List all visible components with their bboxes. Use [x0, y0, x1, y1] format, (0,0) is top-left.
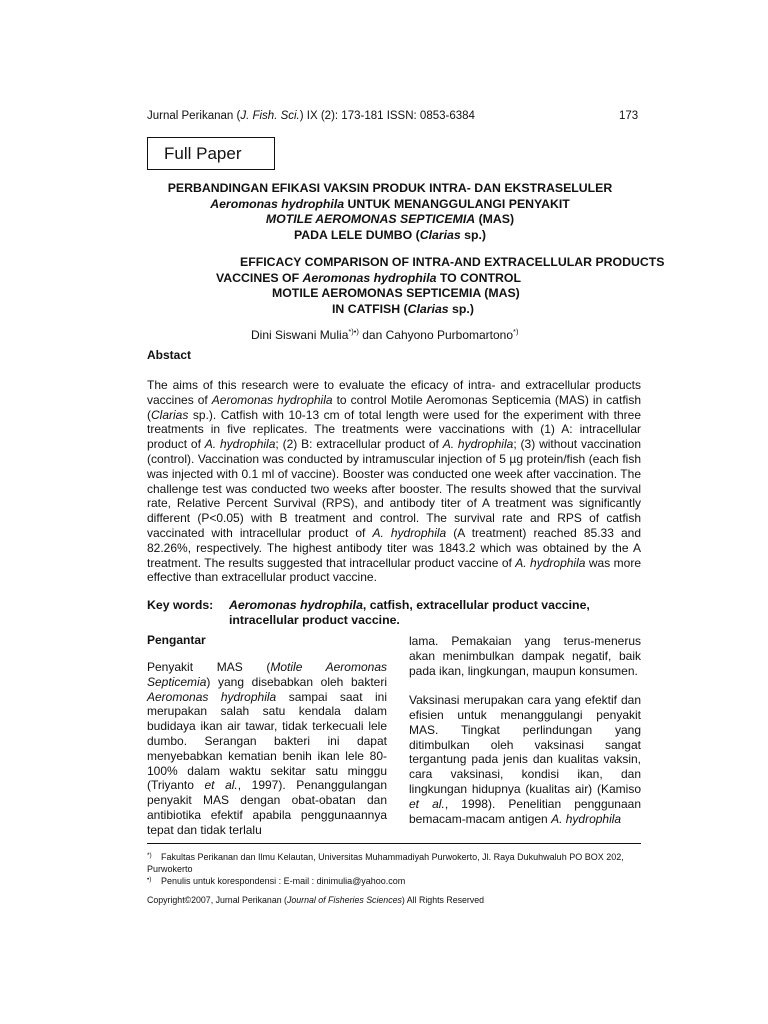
title-id-line2: Aeromonas hydrophila UNTUK MENANGGULANGI PENYAKIT [210, 196, 570, 211]
title-id-line1: PERBANDINGAN EFIKASI VAKSIN PRODUK INTRA- DAN EKSTRASELULER [167, 181, 613, 195]
full-paper-badge: Full Paper [147, 137, 275, 170]
title-id-line3: MOTILE AEROMONAS SEPTICEMIA (MAS) [265, 212, 515, 226]
intro-paragraph-1: Penyakit MAS (Motile Aeromonas Septicemia) yang disebabkan oleh bakteri Aeromonas hydrophila sampai saat ini merupakan salah satu kendala dalam budidaya ikan air tawar, tidak terkecuali lele dumbo. Serangan bakteri ini dapat menyebabkan kematian benih ikan lele 80-100% dalam waktu sekitar satu minggu (Triyanto et al., 1997). Penanggulangan penyakit MAS dengan obat-obatan dan antibiotika efektif apabila penggunaannya tepat dan tidak terlalu [147, 660, 388, 837]
title-en-line3: MOTILE AEROMONAS SEPTICEMIA (MAS) [272, 286, 520, 300]
title-en-line4: IN CATFISH (Clarias sp.) [332, 301, 474, 316]
title-id-line4: PADA LELE DUMBO (Clarias sp.) [293, 227, 486, 242]
intro-column-right [409, 634, 641, 841]
title-indonesian [140, 181, 640, 243]
title-en-line2: VACCINES OF Aeromonas hydrophila TO CONTROL [216, 270, 521, 285]
footnote-divider [147, 843, 641, 844]
title-en-line1: EFFICACY COMPARISON OF INTRA-AND EXTRACELLULAR PRODUCTS [240, 255, 665, 269]
abstract-body: The aims of this research were to evaluate the eficacy of intra- and extracellular products vaccines of Aeromonas hydrophila to control Motile Aeromonas Septicemia (MAS) in catfish (Clarias sp.). Catfish with 10-13 cm of total length were used for the experiment with three treatments in five replicates. The treatments were vaccinations with (1) A: intracellular product of A. hydrophila; (2) B: extracellular product of A. hydrophila; (3) without vaccination (control). Vaccination was conducted by intramuscular injection of 5 µg protein/fish (each fish was injected with 0.1 ml of vaccine). Booster was conducted one week after vaccination. The challenge test was conducted two weeks after booster. The results showed that the survival rate, Relative Percent Survival (RPS), and antibody titer of A treatment was significantly different (P<0.05) with B treatment and control. The survival rate and RPS of catfish vaccinated with intracellular product of A. hydrophila (A treatment) reached 85.33 and 82.26%, respectively. The highest antibody titer was 1843.2 which was obtained by the A treatment. The results suggested that intracellular product vaccine of A. hydrophila was more effective than extracellular product vaccine. [147, 378, 642, 585]
keywords: Key words: Aeromonas hydrophila, catfish, extracellular product vaccine, intracellular product vaccine. [147, 598, 590, 627]
intro-heading: Pengantar [147, 633, 206, 647]
author-2-mark: *) [513, 327, 519, 336]
author-1: Dini Siswani Mulia [251, 328, 349, 342]
keywords-label: Key words: [147, 598, 214, 612]
journal-abbreviation: J. Fish. Sci. [240, 110, 300, 122]
journal-name: Jurnal Perikanan ( [147, 110, 241, 122]
author-2: dan Cahyono Purbomartono [358, 328, 514, 342]
page-number: 173 [619, 110, 639, 122]
author-line [251, 327, 518, 342]
intro-paragraph-2: Vaksinasi merupakan cara yang efektif dan efisien untuk menanggulangi penyakit MAS. Tingkat perlindungan yang ditimbulkan oleh vaksinasi sangat tergantung pada jenis dan kualitas vaksin, cara vaksinasi, kondisi ikan, dan lingkungan hidupnya (kualitas air) (Kamiso et al., 1998). Penelitian penggunaan bemacam-macam antigen A. hydrophila [409, 693, 641, 826]
title-english [130, 255, 690, 317]
footnote-affiliation: *) Fakultas Perikanan dan Ilmu Kelautan, Universitas Muhammadiyah Purwokerto, Jl. Raya Dukuhwaluh PO BOX 202, Purwokerto [147, 852, 624, 874]
copyright-notice: Copyright©2007, Jurnal Perikanan (Journal of Fisheries Sciences) All Rights Reserved [147, 895, 485, 905]
author-1-mark: *)•) [348, 327, 359, 336]
abstract-heading: Abstact [147, 348, 192, 362]
intro-paragraph-1-cont: lama. Pemakaian yang terus-menerus akan menimbulkan dampak negatif, baik pada ikan, lingkungan, maupun konsumen. [409, 634, 641, 678]
intro-column-left [147, 660, 387, 852]
running-header [147, 110, 475, 122]
footnote-correspondence: •) Penulis untuk korespondensi : E-mail : dinimulia@yahoo.com [147, 876, 406, 886]
journal-volume-issn: ) IX (2): 173-181 ISSN: 0853-6384 [299, 110, 475, 122]
